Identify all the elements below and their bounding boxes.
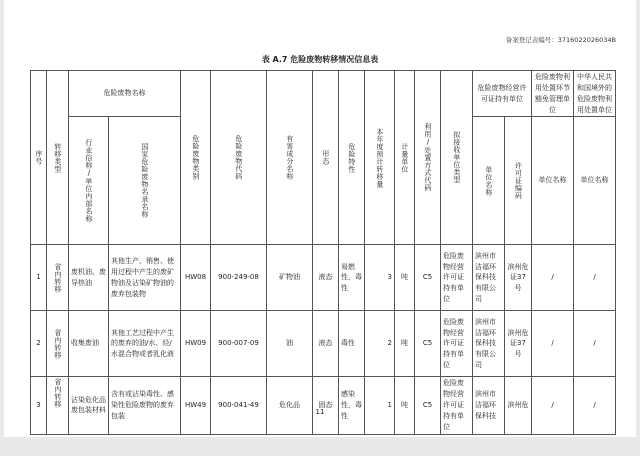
header-form: 形态 [313,71,339,245]
header-license-no: 许可证编码 [505,117,532,245]
header-national-name: 国家危险废物名录名称 [109,117,181,245]
cell-seq: 1 [31,245,47,311]
cell-seq: 3 [31,377,47,434]
header-category: 危险废物类别 [181,71,211,245]
cell-unit-name: 滨州市洁福环保科技有限公司 [473,311,505,377]
cell-transfer-type: 省内转移 [47,311,69,377]
table-title: 表 A.7 危险废物转移情况信息表 [261,55,379,64]
cell-qty: 1 [365,377,395,434]
header-annual-qty: 本年度预计转移量 [365,71,395,245]
table-row [31,245,616,311]
cell-unit: 吨 [395,377,415,434]
header-licensed: 危险废物经营许可证持有单位 [473,71,532,117]
cell-exempt: / [532,377,574,434]
table-row [31,311,616,377]
cell-code: 900-041-49 [211,377,267,434]
header-waste-name: 危险废物名称 [69,71,181,117]
cell-national-name: 含有或沾染毒性、感染性危险废物的废弃包装 [109,377,181,434]
cell-category: HW08 [181,245,211,311]
hazardous-waste-transfer-table [30,70,616,435]
cell-national-name: 其他工艺过程中产生的废弃的油/水、烃/水混合物或者乳化液 [109,311,181,377]
header-transfer-type: 转移类型 [47,71,69,245]
cell-qty: 2 [365,311,395,377]
header-harmful: 有害成分名称 [267,71,313,245]
cell-license-no: 滨州危证37号 [505,311,532,377]
cell-license-no: 滨州危证37号 [505,245,532,311]
cell-abroad: / [574,377,616,434]
cell-harmful: 油 [267,311,313,377]
cell-form: 液态 [313,311,339,377]
cell-unit: 吨 [395,311,415,377]
cell-harmful: 危化品 [267,377,313,434]
cell-national-name: 其他生产、销售、使用过程中产生的废矿物油及沾染矿物油的废弃包装物 [109,245,181,311]
cell-receiver-type: 危险废物经营许可证持有单位 [441,377,473,434]
cell-transfer-type: 省内转移 [47,377,69,434]
header-unit: 计量单位 [395,71,415,245]
cell-internal-name: 废机油、废导热油 [69,245,109,311]
cell-form: 液态 [313,245,339,311]
cell-harmful: 矿物油 [267,245,313,311]
cell-abroad: / [574,245,616,311]
header-method: 利用/处置方式代码 [415,71,441,245]
cell-internal-name: 收集废油 [69,311,109,377]
cell-internal-name: 沾染危化品废包装材料 [69,377,109,434]
header-receiver-type: 拟接收单位类型 [441,71,473,245]
cell-category: HW09 [181,311,211,377]
header-code: 危险废物代码 [211,71,267,245]
cell-license-no: 滨州危 [505,377,532,434]
table-row [31,377,616,434]
header-property: 危险特性 [339,71,365,245]
cell-receiver-type: 危险废物经营许可证持有单位 [441,311,473,377]
cell-transfer-type: 省内转移 [47,245,69,311]
cell-property: 感染性，毒性 [339,377,365,434]
cell-seq: 2 [31,311,47,377]
cell-form: 固态 [313,377,339,434]
page-number: 11 [315,408,325,416]
cell-property: 毒性 [339,311,365,377]
registration-number: 备案登记表编号：3716022026034B [505,36,616,44]
header-abroad-unit: 单位名称 [574,117,616,245]
cell-unit: 吨 [395,245,415,311]
cell-method: C5 [415,245,441,311]
header-exempt-unit: 单位名称 [532,117,574,245]
header-exempt: 危险废物利用处置环节豁免管理单位 [532,71,574,117]
cell-receiver-type: 危险废物经营许可证持有单位 [441,245,473,311]
header-unit-name: 单位名称 [473,117,505,245]
header-abroad: 中华人民共和国境外的危险废物利用处置单位 [574,71,616,117]
header-internal-name: 行业俗称/单位内部名称 [69,117,109,245]
cell-exempt: / [532,245,574,311]
cell-category: HW49 [181,377,211,434]
document-page [4,0,636,437]
cell-code: 900-249-08 [211,245,267,311]
cell-unit-name: 滨州市洁福环保科技有限公司 [473,245,505,311]
cell-property: 易燃性，毒性 [339,245,365,311]
cell-unit-name: 滨州市洁福环保科技 [473,377,505,434]
cell-method: C5 [415,311,441,377]
cell-code: 900-007-09 [211,311,267,377]
cell-method: C5 [415,377,441,434]
header-seq: 序号 [31,71,47,245]
cell-abroad: / [574,311,616,377]
cell-exempt: / [532,311,574,377]
viewer-background [0,437,640,456]
cell-qty: 3 [365,245,395,311]
